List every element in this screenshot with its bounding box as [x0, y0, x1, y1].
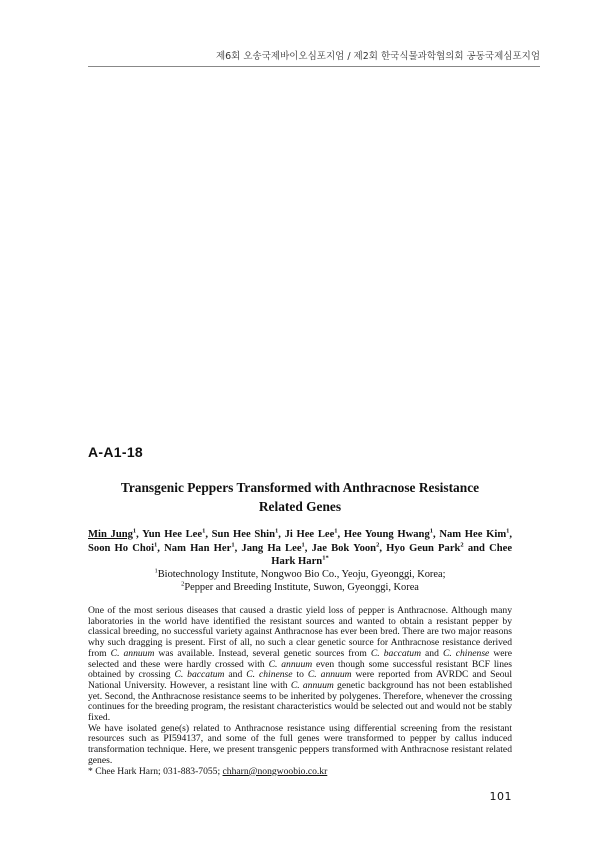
abstract-text: to [292, 669, 308, 681]
abstract-paragraph-1 [88, 606, 512, 724]
species-name: C. annuum [268, 658, 313, 670]
abstract-text: were selected and these were hardly crossed with [88, 647, 512, 670]
author-affiliation-mark: 2 [376, 540, 380, 548]
author-affiliation-mark: 1 [506, 527, 510, 535]
abstract-text: genetic background has not been established yet. Second, the Anthracnose resistance seems to be inherited by polygenes. Therefore, whenever the crossing continues for the breeding program, the resistant characteristics would be selected out and would not be stably fixed. [88, 679, 513, 724]
abstract-text: and [224, 669, 247, 681]
author-name: Yun Hee Lee [142, 529, 203, 540]
abstract-text: even though some successful resistant BCF lines obtained by crossing [88, 658, 512, 681]
affiliation-number: 1 [154, 567, 158, 575]
abstract-paragraph-2: We have isolated gene(s) related to Anthracnose resistance using differential screening from the resistant resources such as PI594137, and some of the full genes were transformed to pepper by callus induced transformation technique. Here, we present transgenic peppers transformed with Anthracnose resistant related genes. [88, 722, 512, 766]
author-affiliation-mark: 2 [460, 540, 464, 548]
affiliation-text: Pepper and Breeding Institute, Suwon, Gyeonggi, Korea [184, 582, 419, 593]
author-name: Hee Young Hwang [343, 529, 430, 540]
author-name: Ji Hee Lee [284, 529, 335, 540]
species-name: C. chinense [442, 647, 490, 659]
species-name: C. annuum [110, 647, 155, 659]
author-name: Soon Ho Choi [88, 542, 155, 554]
author-name: Nam Han Her [164, 542, 232, 554]
affiliation-number: 2 [181, 580, 185, 588]
title-line-2: Related Genes [258, 499, 342, 514]
author-name: Nam Hee Kim [439, 529, 507, 540]
affiliation-line [88, 581, 512, 594]
author-conjunction: and [467, 542, 485, 554]
author-name: Jang Ha Lee [241, 542, 302, 554]
affiliation-line [88, 568, 512, 581]
author-affiliation-mark: 1* [322, 554, 329, 562]
abstract-text: and [421, 647, 443, 659]
contact-email-link[interactable]: chharn@nongwoobio.co.kr [222, 765, 328, 777]
abstract-text: One of the most serious diseases that caused a drastic yield loss of pepper is Anthracnose. Although many laboratories in the world have identified the resistant sources and wanted to obtain a resistant pepper by classical breeding, no successful variety against Anthracnose has ever been bred. There are two major reasons why such dragging is present. First of all, no such a clear genetic source for Anthracnose resistance derived from [88, 605, 512, 659]
author-name: Min Jung [88, 529, 133, 540]
contact-line [88, 767, 512, 778]
author-affiliation-mark: 1 [429, 527, 433, 535]
affiliation-text: Biotechnology Institute, Nongwoo Bio Co., Yeoju, Gyeonggi, Korea; [157, 569, 446, 580]
abstract-text: was available. Instead, several genetic sources from [154, 647, 371, 659]
species-name: C. annuum [290, 679, 334, 691]
species-name: C. annuum [307, 669, 352, 681]
author-name: Jae Bok Yoon [311, 542, 377, 554]
running-header: 제6회 오송국제바이오심포지엄 / 제2회 한국식물과학협의회 공동국제심포지엄 [215, 51, 540, 62]
author-affiliation-mark: 1 [154, 540, 158, 548]
author-affiliation-mark: 1 [132, 527, 137, 535]
abstract-body [88, 606, 512, 777]
paper-title [88, 478, 512, 516]
species-name: C. baccatum [370, 647, 422, 659]
abstract-text: were reported from AVRDC and Seoul National University. However, a resistant line with [88, 669, 512, 691]
abstract-code: A-A1-18 [88, 444, 144, 460]
species-name: C. chinense [246, 669, 293, 681]
title-line-1: Transgenic Peppers Transformed with Anthracnose Resistance [120, 480, 480, 495]
author-list: Min Jung$^1$, Yun Hee Lee$^1$, Sun Hee Shin$^1$, Ji Hee Lee$^1$, Hee Young Hwang$^1$, Nam Hee Kim$^1$, Soon Ho Choi$^1$, Nam Han Her$^1$, Jang Ha Lee$^1$, Jae Bok Yoon$^2$, Hyo Geun Park$^2$ and Chee Hark Harn$^{1*}$ [88, 527, 513, 567]
author-name: Sun Hee Shin [211, 529, 275, 540]
species-name: C. baccatum [174, 669, 225, 681]
contact-text: * Chee Hark Harn; 031-883-7055; [88, 765, 223, 777]
author-affiliation-mark: 1 [334, 527, 338, 535]
author-affiliation-mark: 1 [301, 540, 305, 548]
author-name: Chee Hark Harn [271, 542, 513, 567]
page-number: 101 [489, 790, 512, 803]
author-affiliation-mark: 1 [231, 540, 235, 548]
author-affiliation-mark: 1 [202, 527, 206, 535]
affiliation-list [88, 568, 512, 594]
header-rule [88, 66, 540, 67]
author-affiliation-mark: 1 [274, 527, 279, 535]
author-name: Hyo Geun Park [386, 542, 461, 554]
